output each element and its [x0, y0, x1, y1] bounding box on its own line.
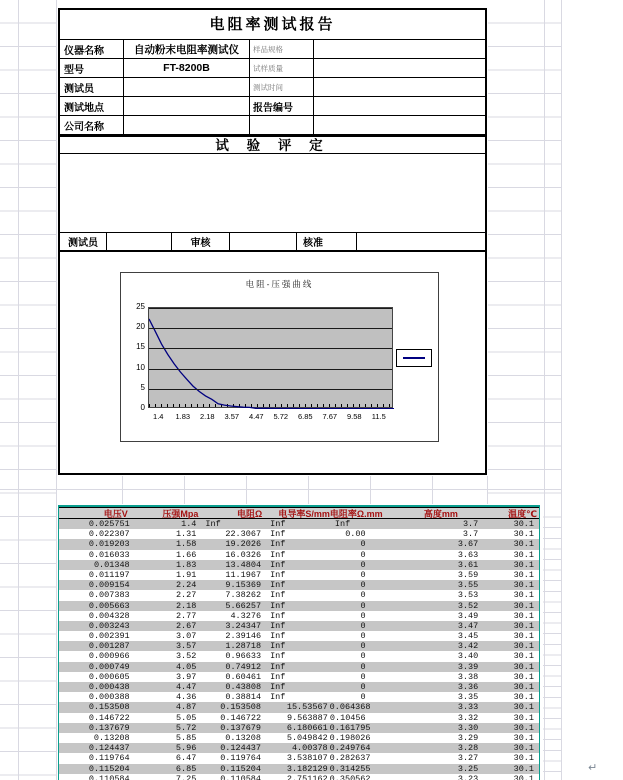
location-label: 测试地点 [60, 97, 124, 115]
table-row [59, 702, 539, 712]
table-cell[interactable]: 3.33 [457, 702, 479, 713]
table-cell[interactable]: 0.161795 [329, 722, 371, 733]
table-cell[interactable]: 30.1 [513, 539, 534, 550]
table-cell[interactable]: 19.2026 [225, 539, 262, 550]
form-row-model [60, 59, 485, 78]
curve-svg [149, 308, 394, 409]
company-label: 公司名称 [60, 116, 124, 134]
table-row [59, 651, 539, 661]
table-cell[interactable]: 30.1 [513, 651, 534, 662]
table-cell[interactable]: 30.1 [513, 559, 534, 570]
table-cell[interactable]: 9.15369 [225, 580, 262, 591]
table-cell[interactable]: 0.314255 [329, 763, 371, 774]
table-row [59, 550, 539, 560]
table-cell[interactable]: 0 [360, 682, 366, 692]
table-cell[interactable]: Inf [270, 651, 286, 662]
table-cell[interactable]: 0.003243 [88, 620, 130, 631]
table-cell[interactable]: 2.751162 [286, 773, 328, 780]
table-cell[interactable]: 1.28718 [225, 641, 262, 652]
report-no-value-cell[interactable] [314, 97, 485, 115]
table-row [59, 631, 539, 641]
table-row [59, 713, 539, 723]
table-cell[interactable]: 0.60461 [225, 671, 262, 682]
table-cell[interactable]: 2.77 [175, 610, 197, 621]
table-cell[interactable]: Inf [334, 519, 351, 529]
table-cell[interactable]: 0 [360, 620, 366, 631]
table-cell[interactable]: 4.05 [175, 661, 197, 672]
table-cell[interactable]: 30.1 [513, 743, 534, 754]
table-cell[interactable]: 5.66257 [225, 600, 262, 611]
table-cell[interactable]: 3.35 [457, 692, 479, 703]
table-cell[interactable]: 0.153508 [88, 702, 130, 713]
table-cell[interactable]: 0.00 [345, 529, 366, 540]
empty-cell[interactable] [250, 116, 314, 134]
model-label: 型号 [60, 59, 124, 77]
chart-title: 电阻-压强曲线 [245, 279, 314, 289]
table-cell[interactable]: 30.1 [513, 580, 534, 591]
table-cell[interactable]: 0.022307 [88, 529, 130, 540]
table-cell[interactable]: 4.3276 [230, 610, 262, 621]
table-cell[interactable]: 0 [360, 610, 366, 621]
table-cell[interactable]: Inf [270, 600, 286, 611]
table-row [59, 692, 539, 702]
table-row [59, 621, 539, 631]
header-resistivity: 电阻率Ω.mm [329, 509, 383, 519]
table-cell[interactable]: 1.66 [175, 549, 197, 560]
y-tick-label: 5 [140, 382, 145, 392]
table-cell[interactable]: 0.005663 [88, 600, 130, 611]
table-cell[interactable]: 7.25 [175, 773, 197, 780]
table-cell[interactable]: Inf [270, 580, 286, 591]
spreadsheet-gridline [56, 0, 57, 780]
table-cell[interactable]: Inf [270, 641, 286, 652]
table-cell[interactable]: 0.13208 [93, 732, 130, 743]
table-cell[interactable]: 0.10456 [329, 712, 366, 723]
table-cell[interactable]: 0 [360, 549, 366, 560]
table-cell[interactable]: Inf [270, 549, 286, 560]
test-time-label: 测试时间 [250, 78, 314, 96]
table-cell[interactable]: 1.4 [181, 519, 197, 529]
table-cell[interactable]: 0.74912 [225, 661, 262, 672]
table-cell[interactable]: 0 [360, 569, 366, 580]
table-row [59, 774, 539, 780]
table-cell[interactable]: 0.011197 [88, 569, 130, 580]
gridline [149, 308, 392, 309]
y-tick-label: 0 [140, 403, 145, 412]
table-cell[interactable]: 2.18 [175, 600, 197, 611]
table-cell[interactable]: 5.85 [175, 732, 197, 743]
table-cell[interactable]: 3.42 [457, 641, 479, 652]
table-cell[interactable]: Inf [270, 671, 286, 682]
table-cell[interactable]: 0.000749 [88, 661, 130, 672]
table-cell[interactable]: Inf [270, 631, 286, 642]
spreadsheet-gridline [18, 0, 19, 780]
x-tick-label: 2.18 [199, 412, 215, 421]
table-row [59, 580, 539, 590]
table-row [59, 539, 539, 549]
table-cell[interactable]: 30.1 [513, 763, 534, 774]
table-cell[interactable]: 5.05 [175, 712, 197, 723]
table-cell[interactable]: 0 [360, 539, 366, 550]
table-cell[interactable]: 3.182129 [286, 763, 328, 774]
table-cell[interactable]: 0.137679 [220, 722, 261, 733]
table-cell[interactable]: 0 [360, 651, 366, 662]
table-cell[interactable]: 3.7 [462, 529, 479, 540]
table-cell[interactable]: 3.29 [457, 732, 479, 743]
table-row [59, 672, 539, 682]
table-row [59, 764, 539, 774]
table-cell[interactable]: 3.52 [457, 600, 479, 611]
table-cell[interactable]: 30.1 [513, 529, 534, 540]
table-cell[interactable]: 30.1 [513, 712, 534, 723]
table-cell[interactable]: 3.63 [457, 549, 479, 560]
spec-label: 样品规格 [250, 40, 314, 58]
x-tick-label: 4.47 [248, 412, 264, 421]
x-tick-label: 1.83 [175, 412, 191, 421]
table-cell[interactable]: Inf [270, 539, 286, 550]
gridline [149, 389, 392, 390]
table-cell[interactable]: 30.1 [513, 722, 534, 733]
y-tick-label: 10 [136, 362, 145, 372]
table-cell[interactable]: 5.72 [175, 722, 197, 733]
table-cell[interactable]: 4.00378 [291, 743, 328, 754]
gridline [149, 348, 392, 349]
table-cell[interactable]: 0.350562 [329, 773, 371, 780]
table-cell[interactable]: 0.249764 [329, 743, 371, 754]
table-cell[interactable]: 30.1 [513, 732, 534, 743]
table-cell[interactable]: 0 [360, 661, 366, 672]
table-row [59, 723, 539, 733]
table-cell[interactable]: 4.36 [175, 692, 197, 703]
table-cell[interactable]: 3.59 [457, 569, 479, 580]
table-cell[interactable]: 5.049842 [286, 732, 328, 743]
sig-tester-label: 测试员 [60, 233, 107, 250]
table-cell[interactable]: 0.110584 [88, 773, 130, 780]
table-cell[interactable]: 0.000966 [88, 651, 130, 662]
table-cell[interactable]: Inf [270, 559, 286, 570]
table-cell[interactable]: 15.53567 [286, 702, 328, 713]
table-cell[interactable]: 22.3067 [225, 529, 262, 540]
instrument-value-cell[interactable]: 自动粉末电阻率测试仪 [124, 40, 250, 58]
gridline [149, 328, 392, 329]
form-row-tester [60, 78, 485, 97]
table-cell[interactable]: Inf [270, 692, 286, 703]
table-cell[interactable]: 0.146722 [88, 712, 130, 723]
form-row-instrument [60, 40, 485, 59]
x-tick-label: 5.72 [273, 412, 289, 421]
plot-area [148, 307, 393, 408]
table-cell[interactable]: 30.1 [513, 610, 534, 621]
table-cell[interactable]: 2.24 [175, 580, 197, 591]
table-cell[interactable]: 30.1 [513, 641, 534, 652]
x-tick-label: 11.5 [371, 412, 386, 421]
table-cell[interactable]: 30.1 [513, 519, 535, 529]
table-row [59, 682, 539, 692]
table-cell[interactable]: Inf [270, 569, 286, 580]
instrument-label: 仪器名称 [60, 40, 124, 58]
sig-reviewer-value-cell[interactable] [230, 233, 297, 250]
table-row [59, 519, 539, 529]
table-cell[interactable]: 0.13208 [225, 732, 261, 743]
table-row [59, 601, 539, 611]
table-cell[interactable]: 0.146722 [220, 712, 262, 723]
results-table-body [59, 519, 539, 780]
sig-tester-value-cell[interactable] [107, 233, 172, 250]
y-tick-label: 25 [136, 302, 145, 311]
table-cell[interactable]: 0 [360, 559, 366, 570]
table-cell[interactable]: 3.61 [457, 559, 479, 570]
table-cell[interactable]: 0 [360, 631, 366, 642]
spreadsheet-grid-gap [0, 476, 561, 504]
header-height: 高度mm [423, 509, 458, 519]
sig-approver-label: 核准 [297, 233, 357, 250]
table-cell[interactable]: 3.30 [457, 722, 479, 733]
table-cell[interactable]: 0.124437 [88, 743, 130, 754]
table-cell[interactable]: 3.23 [457, 773, 479, 780]
header-temperature: 温度℃ [508, 509, 537, 519]
table-cell[interactable]: 4.87 [175, 702, 197, 713]
table-cell[interactable]: Inf [270, 529, 286, 540]
table-cell[interactable]: 3.25 [457, 763, 479, 774]
table-cell[interactable]: Inf [270, 682, 286, 692]
table-cell[interactable]: 0.119764 [88, 753, 130, 764]
header-resistance: 电阻Ω [236, 509, 263, 519]
location-value-cell[interactable] [124, 97, 250, 115]
table-cell[interactable]: 0.000388 [88, 692, 130, 703]
x-tick-label: 3.57 [224, 412, 240, 421]
table-cell[interactable]: 0.282637 [329, 753, 371, 764]
y-tick-label: 15 [136, 342, 145, 352]
table-cell[interactable]: 30.1 [513, 773, 534, 780]
table-cell[interactable]: 30.1 [513, 671, 534, 682]
form-row-company [60, 116, 485, 135]
sig-approver-value-cell[interactable] [357, 233, 485, 250]
table-cell[interactable]: 13.4804 [225, 559, 262, 570]
table-cell[interactable]: 3.24347 [225, 620, 262, 631]
table-cell[interactable]: 3.39 [457, 661, 479, 672]
table-cell[interactable]: 0.016033 [88, 549, 130, 560]
table-row [59, 570, 539, 580]
table-cell[interactable]: 1.31 [175, 529, 197, 540]
x-tick-label: 6.85 [297, 412, 313, 421]
table-cell[interactable]: 3.45 [457, 631, 479, 642]
table-cell[interactable]: 0.064368 [329, 702, 371, 713]
table-cell[interactable]: 3.55 [457, 580, 479, 591]
table-cell[interactable]: 11.1967 [225, 569, 262, 580]
report-title: 电阻率测试报告 [60, 10, 485, 40]
table-cell[interactable]: 0.000605 [88, 671, 130, 682]
chart-area [60, 252, 485, 471]
table-row [59, 733, 539, 743]
table-cell[interactable]: 3.97 [175, 671, 197, 682]
table-cell[interactable]: 2.27 [175, 590, 197, 601]
table-cell[interactable]: Inf [270, 519, 286, 529]
table-row [59, 529, 539, 539]
table-cell[interactable]: 1.83 [175, 559, 197, 570]
table-row [59, 641, 539, 651]
table-cell[interactable]: 0 [360, 600, 366, 611]
table-cell[interactable]: 30.1 [513, 590, 534, 601]
spreadsheet-grid-left [0, 0, 57, 780]
table-row [59, 743, 539, 753]
table-cell[interactable]: 0.019203 [88, 539, 130, 550]
table-cell[interactable]: 0.01348 [93, 559, 130, 570]
table-cell[interactable]: 30.1 [513, 569, 534, 580]
resistance-pressure-chart[interactable] [120, 272, 439, 442]
table-cell[interactable]: 3.28 [457, 743, 479, 754]
table-cell[interactable]: 3.7 [462, 519, 479, 529]
table-cell[interactable]: 0.000438 [88, 682, 130, 692]
empty-cell[interactable] [314, 116, 485, 134]
table-cell[interactable]: 0.119764 [220, 753, 261, 764]
table-cell[interactable]: 30.1 [513, 753, 534, 764]
model-value-cell[interactable]: FT-8200B [124, 59, 250, 77]
table-row [59, 590, 539, 600]
table-cell[interactable]: 0.115204 [88, 763, 130, 774]
tester-label: 测试员 [60, 78, 124, 96]
table-cell[interactable]: 30.1 [513, 692, 534, 703]
table-cell[interactable]: 0.115204 [220, 763, 261, 774]
table-cell[interactable]: Inf [270, 590, 286, 601]
table-cell[interactable]: 0.001287 [88, 641, 130, 652]
table-row [59, 611, 539, 621]
table-cell[interactable]: 3.32 [457, 712, 479, 723]
table-cell[interactable]: 0.43808 [225, 682, 262, 692]
table-row [59, 662, 539, 672]
table-cell[interactable]: 6.47 [175, 753, 197, 764]
table-cell[interactable]: 7.38262 [225, 590, 262, 601]
table-cell[interactable]: 0 [360, 580, 366, 591]
table-cell[interactable]: 3.38 [457, 671, 479, 682]
table-cell[interactable]: 3.67 [457, 539, 479, 550]
table-cell[interactable]: 5.96 [175, 743, 197, 754]
table-cell[interactable]: 30.1 [513, 549, 534, 560]
table-cell[interactable]: 30.1 [513, 702, 534, 713]
table-cell[interactable]: 0.025751 [88, 519, 130, 529]
report-no-label: 报告编号 [250, 97, 314, 115]
resistance-curve [149, 319, 394, 409]
table-cell[interactable]: 0.96633 [225, 651, 262, 662]
table-cell[interactable]: 3.538107 [286, 753, 328, 764]
x-tick-label: 9.58 [346, 412, 362, 421]
x-axis-labels [146, 412, 398, 421]
report-box [58, 8, 487, 475]
results-table [58, 505, 540, 780]
table-row [59, 560, 539, 570]
table-header-row [59, 507, 539, 519]
table-cell[interactable]: 0.198026 [329, 732, 371, 743]
table-row [59, 753, 539, 763]
table-cell[interactable]: 4.47 [175, 682, 197, 692]
table-cell[interactable]: 3.47 [457, 620, 479, 631]
evaluation-heading: 试 验 评 定 [60, 135, 485, 154]
spec-value-cell[interactable] [314, 40, 485, 58]
spreadsheet-grid-right [488, 0, 561, 504]
return-mark-icon: ↵ [588, 762, 598, 774]
sig-reviewer-label: 审核 [172, 233, 230, 250]
x-tick-label: 1.4 [153, 412, 164, 421]
table-cell[interactable]: 3.57 [175, 641, 197, 652]
table-cell[interactable]: 0 [360, 590, 366, 601]
x-tick-label: 7.67 [322, 412, 338, 421]
header-voltage: 电压V [103, 509, 128, 519]
table-cell[interactable]: 30.1 [513, 620, 534, 631]
mass-value-cell[interactable] [314, 59, 485, 77]
header-conductivity: 电导率S/mm [278, 509, 330, 519]
table-cell[interactable]: 3.36 [457, 682, 479, 692]
table-cell[interactable]: 0.009154 [88, 580, 130, 591]
table-cell[interactable]: 0 [360, 671, 366, 682]
table-cell[interactable]: 0.002391 [88, 631, 130, 642]
table-cell[interactable]: Inf [270, 661, 286, 672]
table-cell[interactable]: Inf [205, 519, 221, 529]
signature-row [60, 233, 485, 252]
table-cell[interactable]: 0.124437 [220, 743, 261, 754]
form-row-location [60, 97, 485, 116]
table-cell[interactable]: 0.153508 [220, 702, 261, 713]
test-time-value-cell[interactable] [314, 78, 485, 96]
table-cell[interactable]: 0.137679 [88, 722, 130, 733]
table-cell[interactable]: 6.85 [175, 763, 197, 774]
header-pressure: 压强Mpa [162, 509, 199, 519]
table-cell[interactable]: 0.38814 [225, 692, 262, 703]
table-cell[interactable]: 3.49 [457, 610, 479, 621]
table-cell[interactable]: 0.007383 [88, 590, 130, 601]
chart-legend [396, 349, 432, 367]
table-cell[interactable]: 16.0326 [225, 549, 262, 560]
table-cell[interactable]: 0.110584 [220, 773, 261, 780]
table-cell[interactable]: 1.58 [175, 539, 197, 550]
table-cell[interactable]: 2.39146 [225, 631, 262, 642]
table-cell[interactable]: 2.67 [175, 620, 197, 631]
table-cell[interactable]: 1.91 [175, 569, 197, 580]
company-value-cell[interactable] [124, 116, 250, 134]
table-cell[interactable]: 3.53 [457, 590, 479, 601]
table-cell[interactable]: 3.27 [457, 753, 479, 764]
table-cell[interactable]: 3.52 [175, 651, 197, 662]
spreadsheet-grid-right-lower [543, 507, 562, 780]
table-cell[interactable]: 30.1 [513, 631, 534, 642]
table-cell[interactable]: 0 [360, 692, 366, 703]
table-cell[interactable]: Inf [270, 620, 286, 631]
table-cell[interactable]: Inf [270, 610, 286, 621]
table-cell[interactable]: 30.1 [513, 600, 534, 611]
table-cell[interactable]: 30.1 [513, 682, 534, 692]
gridline [149, 369, 392, 370]
tester-value-cell[interactable] [124, 78, 250, 96]
mass-label: 试样质量 [250, 59, 314, 77]
table-cell[interactable]: 0 [360, 641, 366, 652]
y-tick-label: 20 [136, 322, 145, 332]
table-cell[interactable]: 9.563887 [286, 712, 328, 723]
table-cell[interactable]: 3.40 [457, 651, 479, 662]
table-cell[interactable]: 6.180661 [286, 722, 328, 733]
legend-line-swatch [403, 357, 425, 359]
table-cell[interactable]: 0.004328 [88, 610, 130, 621]
table-cell[interactable]: 30.1 [513, 661, 534, 672]
evaluation-area[interactable] [60, 154, 485, 233]
table-cell[interactable]: 3.07 [175, 631, 197, 642]
